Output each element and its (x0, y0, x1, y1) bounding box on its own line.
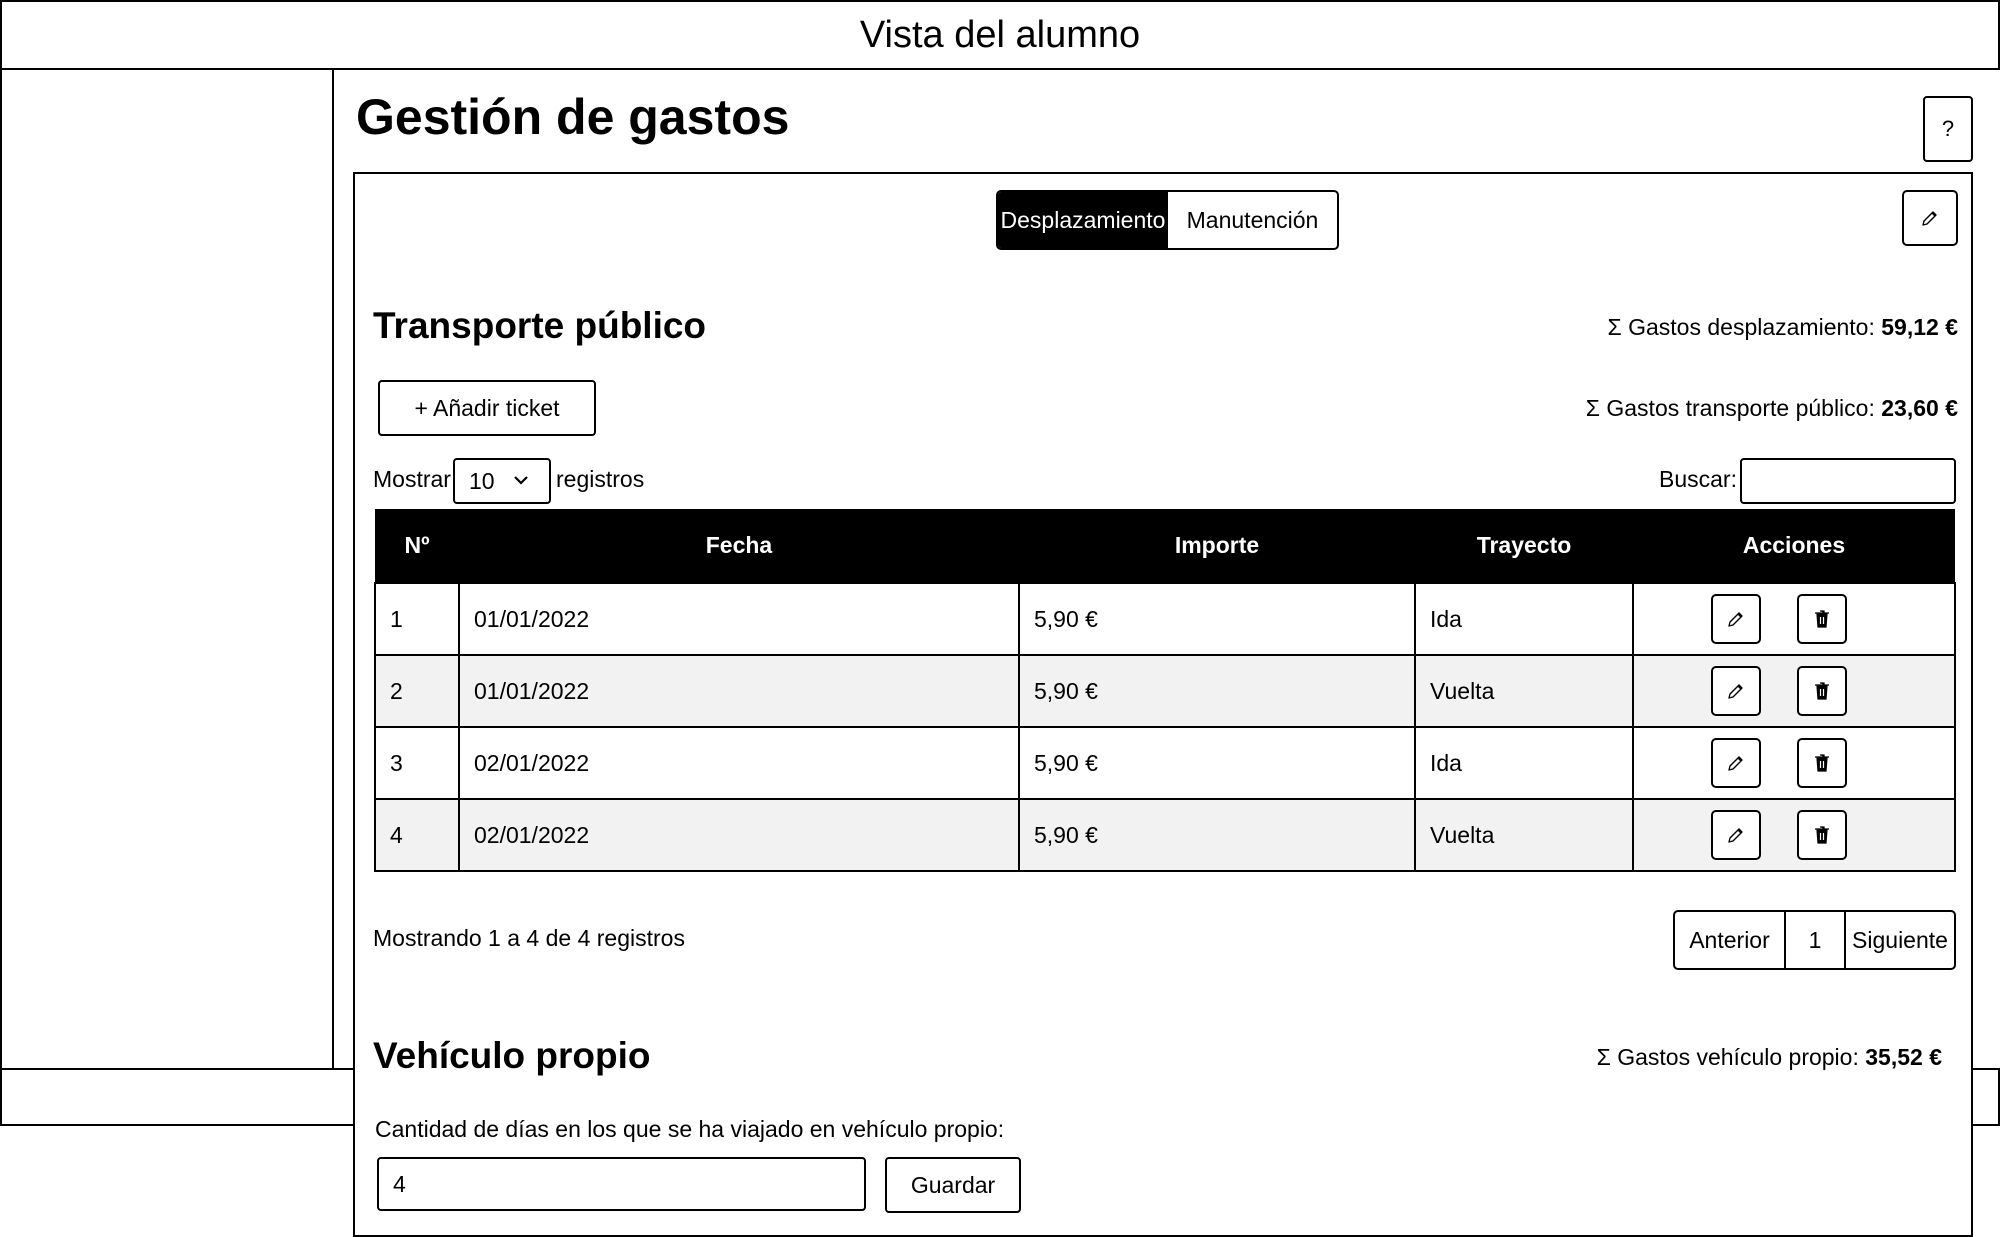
delete-row-button[interactable] (1797, 810, 1847, 860)
pencil-icon (1726, 609, 1746, 629)
entries-per-page-select[interactable] (453, 458, 551, 504)
table-row (375, 799, 1955, 871)
cell-actions (1633, 655, 1955, 727)
days-field-label: Cantidad de días en los que se ha viajado en vehículo propio: (375, 1116, 1005, 1142)
entries-per-page-value: 10 (469, 467, 495, 494)
sum-travel-label: Σ Gastos desplazamiento: (1607, 314, 1875, 340)
delete-row-button[interactable] (1797, 738, 1847, 788)
panel-edit-button[interactable] (1902, 190, 1958, 246)
cell-actions (1633, 583, 1955, 655)
sum-own-vehicle-expenses (1597, 1044, 1942, 1071)
sum-travel-expenses (1608, 314, 1959, 341)
column-header-n[interactable]: Nº (375, 509, 459, 583)
sum-travel-value: 59,12 € (1881, 314, 1958, 340)
pagination-next-button[interactable]: Siguiente (1852, 926, 1948, 953)
cell-trayecto: Vuelta (1415, 655, 1633, 727)
edit-row-button[interactable] (1711, 666, 1761, 716)
cell-fecha: 01/01/2022 (459, 655, 1019, 727)
pencil-icon (1726, 825, 1746, 845)
cell-n: 2 (375, 655, 459, 727)
table-header-row (375, 509, 1955, 583)
tab-manutencion[interactable]: Manutención (1186, 206, 1319, 233)
table-row (375, 583, 1955, 655)
cell-trayecto: Ida (1415, 727, 1633, 799)
table-info-text: Mostrando 1 a 4 de 4 registros (373, 925, 685, 951)
edit-row-button[interactable] (1711, 810, 1761, 860)
cell-importe: 5,90 € (1019, 655, 1415, 727)
column-header-acciones: Acciones (1633, 509, 1955, 583)
tab-desplazamiento[interactable]: Desplazamiento (998, 192, 1168, 248)
column-header-trayecto[interactable]: Trayecto (1415, 509, 1633, 583)
edit-row-button[interactable] (1711, 738, 1761, 788)
show-entries-label: Mostrar (373, 466, 451, 492)
delete-row-button[interactable] (1797, 594, 1847, 644)
column-header-importe[interactable]: Importe (1019, 509, 1415, 583)
trash-icon (1813, 609, 1831, 629)
search-input[interactable] (1740, 458, 1956, 504)
tickets-table (374, 509, 1956, 872)
cell-fecha: 02/01/2022 (459, 799, 1019, 871)
sum-public-value: 23,60 € (1881, 395, 1958, 421)
table-row (375, 655, 1955, 727)
pencil-icon (1726, 753, 1746, 773)
sum-vehicle-label: Σ Gastos vehículo propio: (1596, 1044, 1859, 1070)
save-button[interactable]: Guardar (885, 1157, 1021, 1213)
days-input[interactable] (377, 1157, 866, 1211)
sum-vehicle-value: 35,52 € (1865, 1044, 1942, 1070)
cell-n: 1 (375, 583, 459, 655)
cell-importe: 5,90 € (1019, 799, 1415, 871)
cell-n: 3 (375, 727, 459, 799)
days-input-value: 4 (393, 1170, 406, 1197)
pagination (1673, 910, 1956, 970)
pencil-icon (1920, 208, 1940, 228)
pagination-previous-button[interactable]: Anterior (1675, 912, 1786, 968)
cell-fecha: 02/01/2022 (459, 727, 1019, 799)
edit-row-button[interactable] (1711, 594, 1761, 644)
app-header (0, 0, 2000, 70)
cell-trayecto: Vuelta (1415, 799, 1633, 871)
expense-type-tabs (996, 190, 1339, 250)
section-title-public-transport: Transporte público (373, 305, 707, 346)
chevron-down-icon (511, 470, 531, 490)
cell-actions (1633, 799, 1955, 871)
cell-importe: 5,90 € (1019, 727, 1415, 799)
table-row (375, 727, 1955, 799)
header-title: Vista del alumno (859, 13, 1141, 56)
search-label: Buscar: (1659, 466, 1737, 492)
trash-icon (1813, 681, 1831, 701)
column-header-fecha[interactable]: Fecha (459, 509, 1019, 583)
cell-importe: 5,90 € (1019, 583, 1415, 655)
add-ticket-button[interactable]: + Añadir ticket (378, 380, 596, 436)
cell-fecha: 01/01/2022 (459, 583, 1019, 655)
delete-row-button[interactable] (1797, 666, 1847, 716)
cell-trayecto: Ida (1415, 583, 1633, 655)
cell-actions (1633, 727, 1955, 799)
show-entries-suffix: registros (556, 466, 645, 492)
section-title-own-vehicle: Vehículo propio (373, 1035, 651, 1076)
page-title: Gestión de gastos (356, 89, 790, 145)
pencil-icon (1726, 681, 1746, 701)
sidebar (0, 68, 334, 1070)
cell-n: 4 (375, 799, 459, 871)
trash-icon (1813, 753, 1831, 773)
trash-icon (1813, 825, 1831, 845)
sum-public-transport-expenses (1586, 395, 1958, 422)
help-button[interactable]: ? (1923, 96, 1973, 162)
sum-public-label: Σ Gastos transporte público: (1585, 395, 1875, 421)
pagination-page-1[interactable]: 1 (1786, 912, 1846, 968)
